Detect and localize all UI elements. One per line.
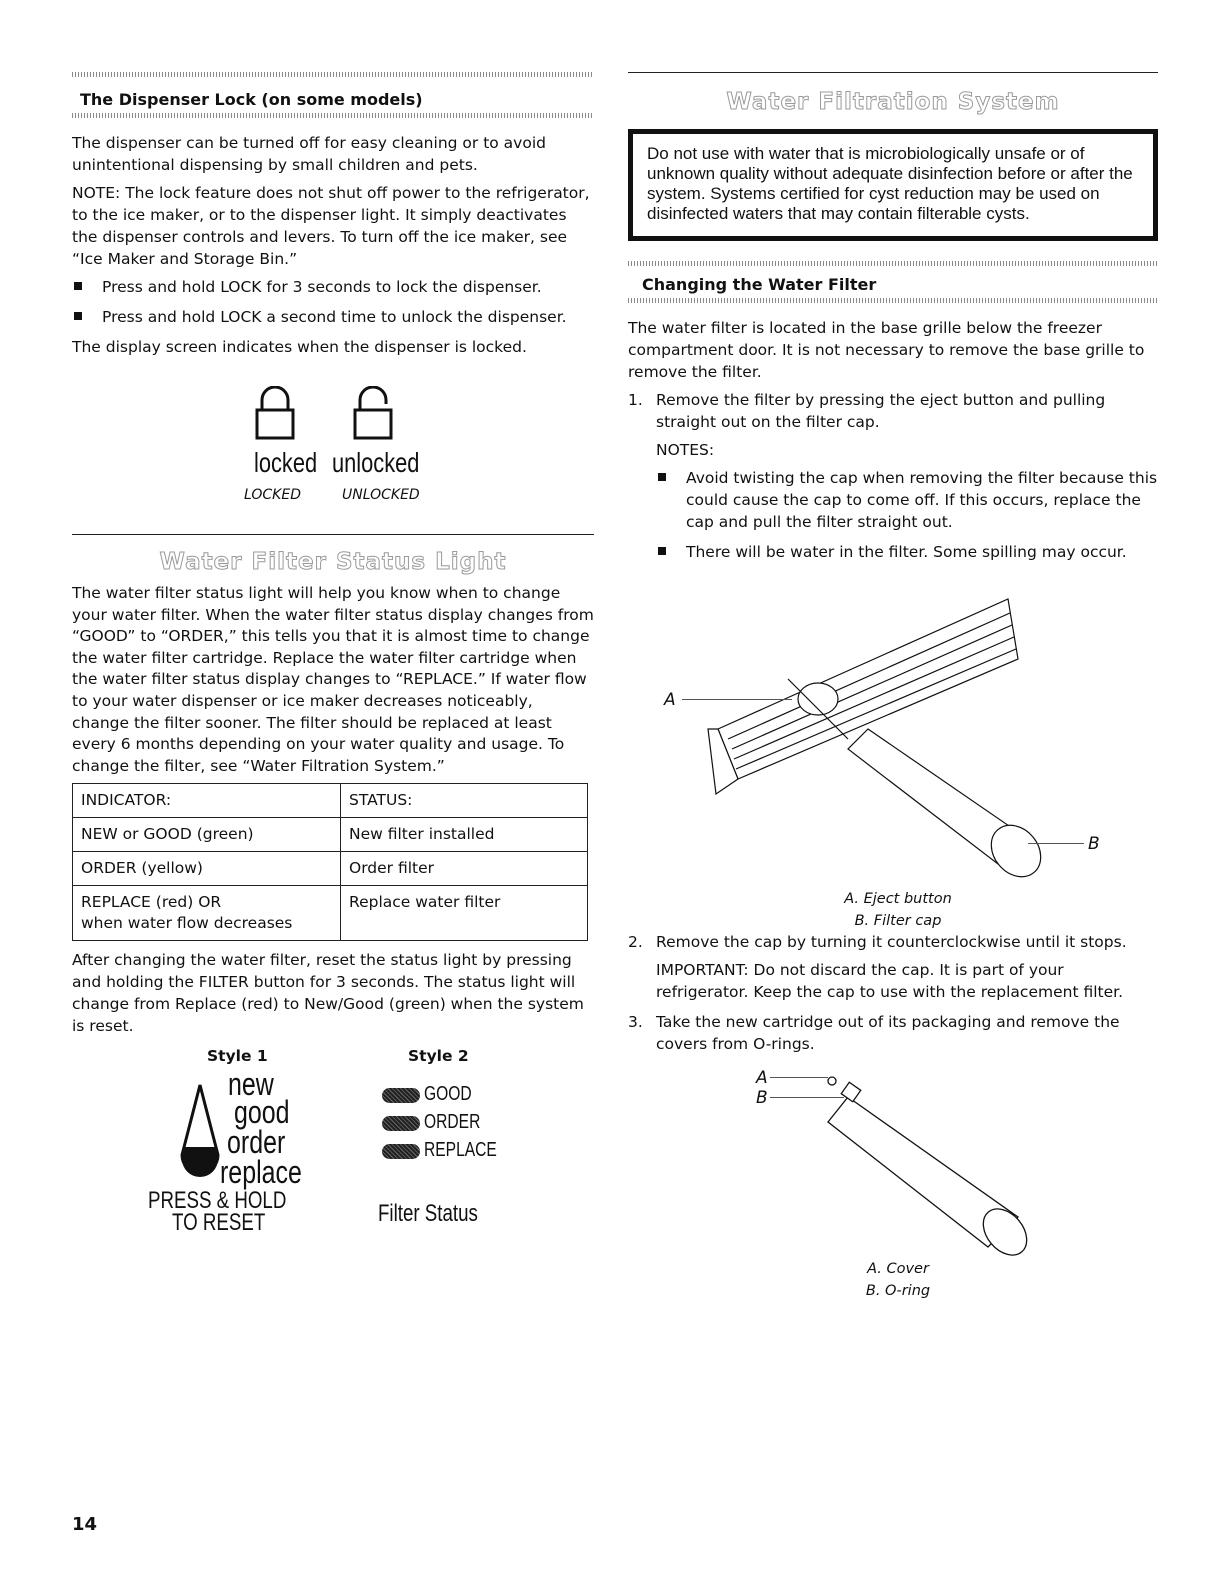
style2-indicator-replace: REPLACE <box>382 1139 517 1162</box>
leader-line <box>682 699 792 700</box>
filter-intro: The water filter is located in the base grille below the freezer compartment door. It is not necessary to remove the base grille to remove the filter. <box>628 319 1145 381</box>
table-cell: ORDER (yellow) <box>73 852 341 886</box>
list-item: Avoid twisting the cap when removing the filter because this could cause the cap to come off. If this occurs, replace the cap and pull the filter straight out. <box>656 467 1158 533</box>
notes-label: NOTES: <box>656 441 715 459</box>
filtration-title: Water Filtration System <box>726 89 1060 115</box>
warning-box: Do not use with water that is microbiologically unsafe or of unknown quality without adequate disinfection before or after the system. Systems certified for cyst reduction may be used on disinfected waters that may contain filterable cysts. <box>628 129 1158 241</box>
style2-label: Style 2 <box>408 1047 469 1066</box>
style2-indicator-order: ORDER <box>382 1111 496 1134</box>
figure-caption: B. Filter cap <box>854 913 942 929</box>
water-drop-icon <box>178 1083 222 1193</box>
table-cell: NEW or GOOD (green) <box>73 818 341 852</box>
status-light-title: Water Filter Status Light <box>159 549 507 575</box>
section-divider <box>72 113 594 118</box>
style1-reset-line: TO RESET <box>172 1209 266 1237</box>
table-row <box>73 852 588 886</box>
step-item: 3. Take the new cartridge out of its packaging and remove the covers from O-rings. <box>628 1013 1120 1053</box>
leader-line <box>1028 843 1084 844</box>
lock-paragraph: The dispenser can be turned off for easy cleaning or to avoid unintentional dispensing by small children and pets. <box>72 134 546 174</box>
section-divider <box>628 298 1158 303</box>
important-note: IMPORTANT: Do not discard the cap. It is part of your refrigerator. Keep the cap to use with the replacement filter. <box>656 961 1124 1001</box>
after-reset-paragraph: After changing the water filter, reset the status light by pressing and holding the FILTER button for 3 seconds. The status light will change from Replace (red) to New/Good (green) when the system is reset. <box>72 951 584 1036</box>
section-divider <box>72 72 594 77</box>
table-cell: Order filter <box>341 852 588 886</box>
table-header-cell: STATUS: <box>341 784 588 818</box>
list-item: Press and hold LOCK for 3 seconds to lock the dispenser. <box>72 276 594 298</box>
table-cell: New filter installed <box>341 818 588 852</box>
figure-label-b: B <box>756 1088 768 1108</box>
page-number: 14 <box>72 1514 98 1535</box>
status-light-body: The water filter status light will help you know when to change your water filter. When the water filter status display changes from “GOOD” to “ORDER,” this tells you that it is almost time to change the water filter cartridge. Replace the water filter cartridge when the water filter status display changes to “REPLACE.” If water flow to your water dispenser or ice maker decreases noticeably, change the filter sooner. The filter should be replaced at least every 6 months depending on your water quality and usage. To change the filter, see “Water Filtration System.” <box>72 584 594 775</box>
dispenser-lock-heading: The Dispenser Lock (on some models) <box>80 90 423 109</box>
table-header-cell: INDICATOR: <box>73 784 341 818</box>
style1-reset-line: PRESS & HOLD <box>148 1187 287 1215</box>
figure-label-a: A <box>664 690 676 710</box>
lock-note: NOTE: The lock feature does not shut off power to the refrigerator, to the ice maker, or to the dispenser light. It simply deactivates the dispenser controls and levers. To turn off the ice maker, see “Ice Maker and Storage Bin.” <box>72 184 590 268</box>
style1-word: replace <box>220 1154 302 1191</box>
style2-footer: Filter Status <box>378 1200 478 1228</box>
indicator-table <box>72 783 588 941</box>
padlock-locked-icon <box>254 386 296 442</box>
cartridge-figure <box>628 1061 1158 1311</box>
filter-cartridge-illustration <box>818 1067 1038 1257</box>
figure-caption: A. Eject button <box>844 891 952 907</box>
figure-label-b: B <box>1088 834 1100 854</box>
indicator-light-icon <box>382 1144 420 1159</box>
display-unlocked-text: unlocked <box>332 447 420 478</box>
caption-unlocked: UNLOCKED <box>342 487 420 503</box>
style1-label: Style 1 <box>207 1047 268 1066</box>
section-rule <box>72 534 594 535</box>
style1-word: good <box>234 1094 290 1131</box>
step-item: 1. Remove the filter by pressing the eject button and pulling straight out on the filter cap. <box>628 391 1106 431</box>
table-row <box>73 818 588 852</box>
leader-line <box>770 1097 844 1098</box>
table-cell: REPLACE (red) OR when water flow decreases <box>73 886 341 941</box>
filter-removal-figure <box>628 571 1158 931</box>
figure-caption: B. O-ring <box>865 1283 931 1299</box>
lock-display-figure <box>72 364 594 504</box>
list-item: Press and hold LOCK a second time to unlock the dispenser. <box>72 306 594 328</box>
style2-indicator-good: GOOD <box>382 1083 485 1106</box>
step-item: 2. Remove the cap by turning it counterclockwise until it stops. <box>628 933 1127 951</box>
table-cell: Replace water filter <box>341 886 588 941</box>
style1-word: new <box>228 1066 274 1103</box>
section-rule <box>628 72 1158 73</box>
table-row <box>73 784 588 818</box>
indicator-light-icon <box>382 1116 420 1131</box>
caption-locked: LOCKED <box>244 487 301 503</box>
table-row <box>73 886 588 941</box>
changing-filter-heading: Changing the Water Filter <box>642 275 877 294</box>
padlock-unlocked-icon <box>352 386 394 442</box>
left-column <box>72 0 594 1237</box>
style1-word: order <box>227 1124 286 1161</box>
base-grille-illustration <box>698 579 1118 879</box>
lock-paragraph: The display screen indicates when the dispenser is locked. <box>72 338 527 356</box>
leader-line <box>770 1077 828 1078</box>
filter-status-styles-figure <box>72 1043 594 1237</box>
section-divider <box>628 261 1158 266</box>
right-column <box>628 0 1158 1311</box>
figure-caption: A. Cover <box>867 1261 929 1277</box>
figure-label-a: A <box>756 1068 768 1088</box>
list-item: There will be water in the filter. Some spilling may occur. <box>656 541 1158 563</box>
indicator-light-icon <box>382 1088 420 1103</box>
display-locked-text: locked <box>254 447 318 478</box>
